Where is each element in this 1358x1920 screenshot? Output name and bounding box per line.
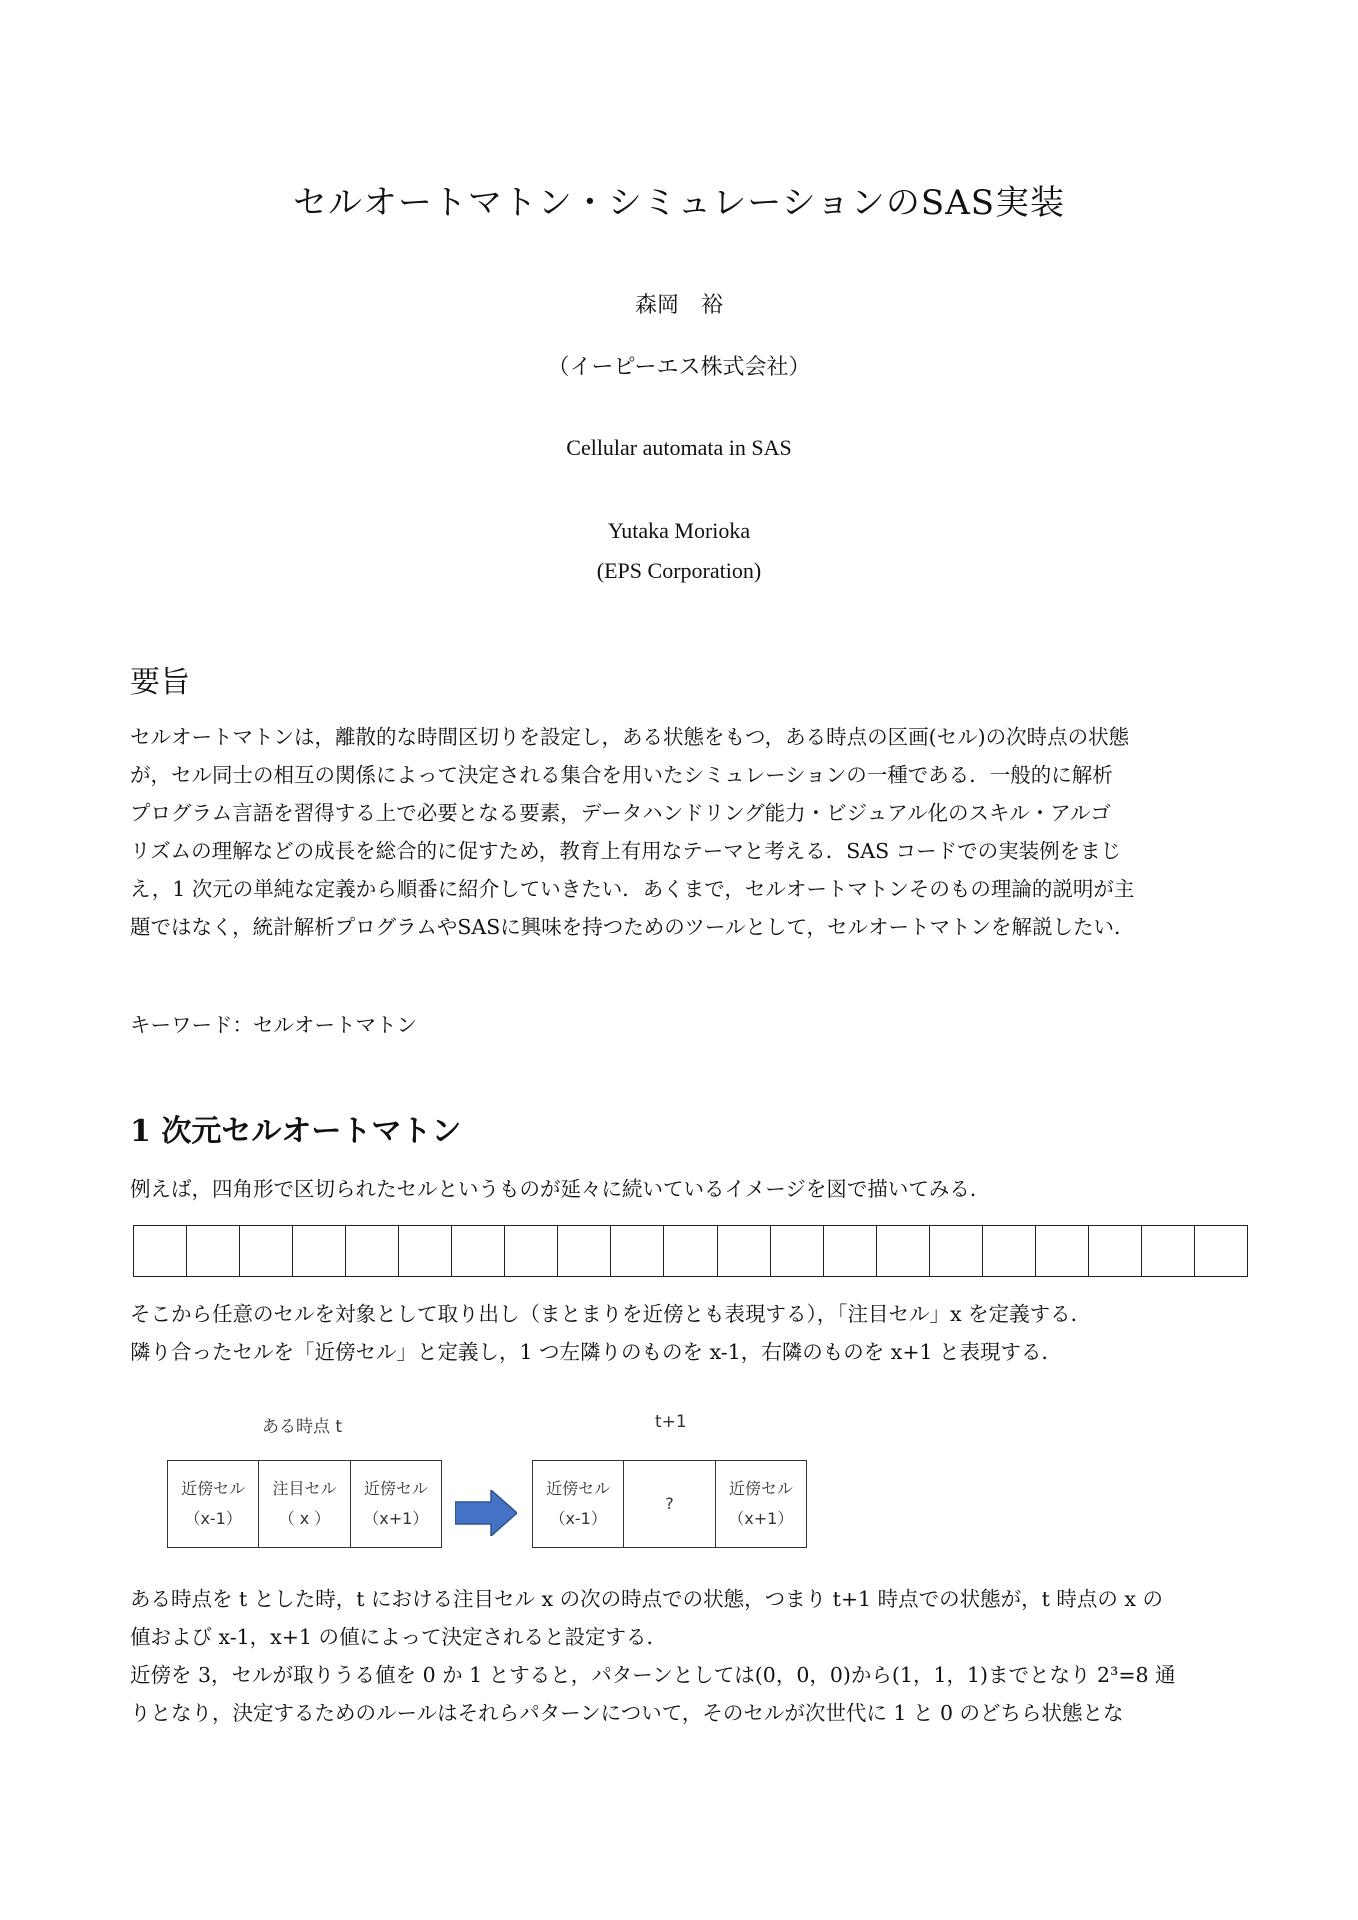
abstract-line: 題ではなく，統計解析プログラムやSASに興味を持つためのツールとして，セルオートマトンを解説したい． [130, 915, 1135, 939]
cell-left-neighbor [533, 1461, 624, 1547]
neighborhood-at-t1 [532, 1460, 807, 1548]
cell-label: 近傍セル [181, 1479, 246, 1498]
right-arrow-icon [455, 1490, 517, 1536]
strip-cell [877, 1226, 930, 1276]
strip-cell [134, 1226, 187, 1276]
section-heading: 1 次元セルオートマトン [130, 1114, 462, 1149]
cell-focus [259, 1461, 350, 1547]
rule-explanation [130, 1580, 1230, 1732]
strip-cell [187, 1226, 240, 1276]
strip-cell [452, 1226, 505, 1276]
strip-cell [930, 1226, 983, 1276]
strip-cell [664, 1226, 717, 1276]
cell-label: 近傍セル [363, 1479, 428, 1498]
intro-line: 例えば，四角形で区切られたセルというものが延々に続いているイメージを図で描いてみる． [130, 1177, 991, 1201]
strip-cell [505, 1226, 558, 1276]
abstract-body [130, 718, 1230, 946]
cell-sublabel: （x+1） [728, 1509, 794, 1528]
cell-sublabel: （x-1） [184, 1509, 242, 1528]
author-affiliation: （イーピーエス株式会社） [547, 355, 811, 380]
strip-cell [1036, 1226, 1089, 1276]
cell-unknown [624, 1461, 715, 1547]
abstract-line: プログラム言語を習得する上で必要となる要素，データハンドリング能力・ビジュアル化のスキル・アルゴ [130, 801, 1111, 825]
definition-line: 隣り合ったセルを「近傍セル」と定義し，1 つ左隣りのものを x-1，右隣のものを x+1 と表現する． [130, 1340, 1063, 1364]
cell-strip-figure [133, 1225, 1248, 1277]
cell-right-neighbor [351, 1461, 441, 1547]
strip-cell [399, 1226, 452, 1276]
cell-right-neighbor [716, 1461, 806, 1547]
strip-cell [293, 1226, 346, 1276]
section-intro [130, 1170, 1230, 1208]
cell-label: 近傍セル [546, 1479, 611, 1498]
abstract-line: リズムの理解などの成長を総合的に促すため，教育上有用なテーマと考える．SAS コードでの実装例をまじ [130, 839, 1122, 863]
strip-cell [983, 1226, 1036, 1276]
keywords: キーワード：セルオートマトン [130, 1013, 417, 1037]
cell-sublabel: （x+1） [363, 1509, 429, 1528]
strip-cell [824, 1226, 877, 1276]
rule-line: 値および x-1，x+1 の値によって決定されると設定する． [130, 1625, 667, 1649]
author-name: 森岡 裕 [634, 293, 723, 318]
rule-line: ある時点を t とした時，t における注目セル x の次の時点での状態，つまり t+1 時点での状態が，t 時点の x の [130, 1587, 1163, 1611]
cell-definition-text [130, 1295, 1230, 1371]
cell-sublabel: （ x ） [278, 1509, 331, 1528]
abstract-heading: 要旨 [130, 665, 190, 700]
strip-cell [346, 1226, 399, 1276]
cell-label: 注目セル [272, 1479, 337, 1498]
rule-line: 近傍を 3，セルが取りうる値を 0 か 1 とすると，パターンとしては(0，0，0)から(1，1，1)までとなり 2³=8 通 [130, 1663, 1176, 1687]
strip-cell [718, 1226, 771, 1276]
english-title: Cellular automata in SAS [566, 435, 792, 460]
strip-cell [1195, 1226, 1247, 1276]
english-affiliation: (EPS Corporation) [596, 558, 762, 583]
neighborhood-at-t [167, 1460, 442, 1548]
abstract-line: セルオートマトンは，離散的な時間区切りを設定し，ある状態をもつ，ある時点の区画(セル)の次時点の状態 [130, 725, 1130, 749]
label-time-t: ある時点 t [262, 1417, 343, 1437]
english-author: Yutaka Morioka [607, 518, 751, 543]
strip-cell [611, 1226, 664, 1276]
definition-line: そこから任意のセルを対象として取り出し（まとまりを近傍とも表現する），「注目セル」x を定義する． [130, 1302, 1092, 1326]
cell-sublabel: （x-1） [549, 1509, 607, 1528]
abstract-line: え，1 次元の単純な定義から順番に紹介していきたい．あくまで，セルオートマトンそのもの理論的説明が主 [130, 877, 1135, 901]
strip-cell [1142, 1226, 1195, 1276]
label-time-t1: t+1 [655, 1412, 687, 1432]
cell-left-neighbor [168, 1461, 259, 1547]
abstract-line: が，セル同士の相互の関係によって決定される集合を用いたシミュレーションの一種である．一般的に解析 [130, 763, 1113, 787]
strip-cell [1089, 1226, 1142, 1276]
strip-cell [240, 1226, 293, 1276]
strip-cell [771, 1226, 824, 1276]
paper-title: セルオートマトン・シミュレーションのSAS実装 [292, 183, 1066, 223]
strip-cell [558, 1226, 611, 1276]
cell-label: 近傍セル [728, 1479, 793, 1498]
cell-label: ? [665, 1494, 674, 1513]
rule-line: りとなり，決定するためのルールはそれらパターンについて，そのセルが次世代に 1 と 0 のどちら状態とな [130, 1701, 1124, 1725]
